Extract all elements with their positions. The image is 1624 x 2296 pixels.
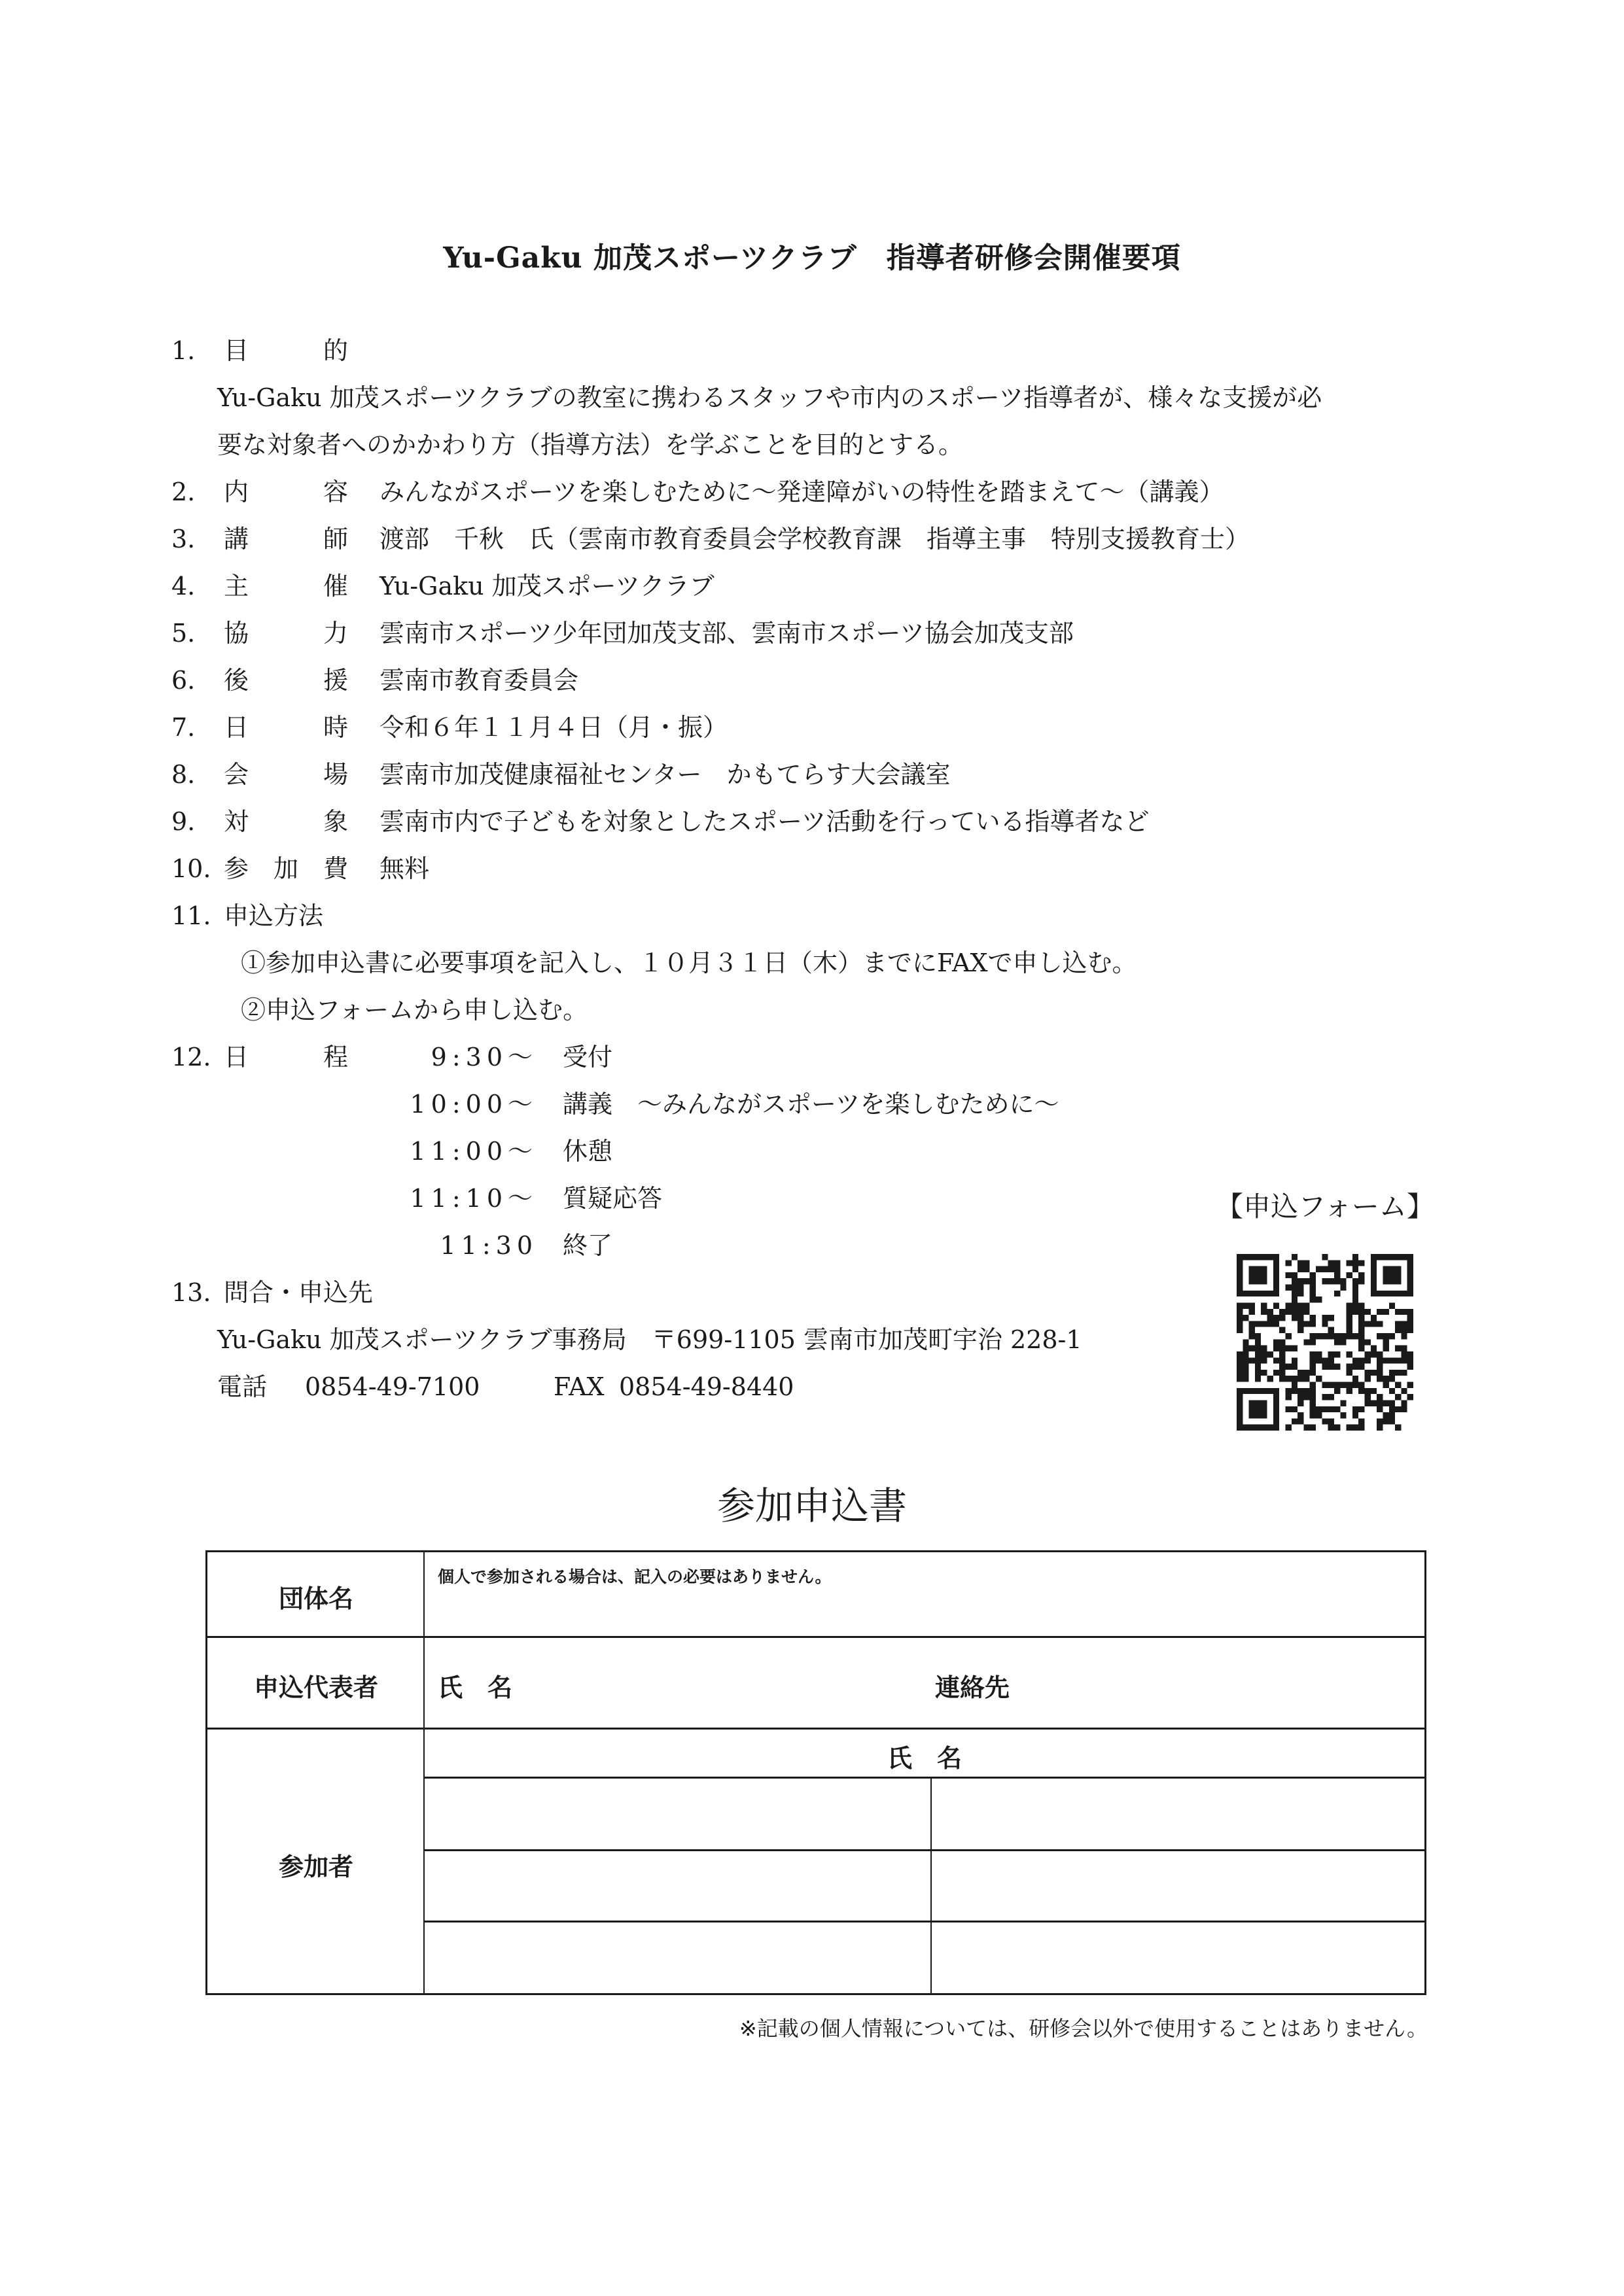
label-char: 容 bbox=[323, 478, 348, 506]
participant-name-field[interactable] bbox=[934, 1923, 1423, 1992]
schedule-time: 11:00～ bbox=[410, 1137, 538, 1166]
schedule-time: 11:30 bbox=[440, 1231, 568, 1260]
contact-office bbox=[0, 1316, 1178, 1368]
row-divider bbox=[425, 1777, 1424, 1779]
section-label bbox=[224, 327, 348, 374]
label-char: 的 bbox=[323, 336, 348, 365]
label-char: 後 bbox=[224, 666, 249, 695]
label-char: 程 bbox=[323, 1043, 348, 1071]
section-label bbox=[224, 657, 348, 704]
section-organizer bbox=[0, 563, 1624, 615]
section-value: みんながスポーツを楽しむために～発達障がいの特性を踏まえて～（講義） bbox=[380, 478, 1224, 506]
section-number: 11. bbox=[171, 901, 211, 930]
schedule-time: 9:30～ bbox=[431, 1043, 538, 1071]
schedule-activity: 講義 ～みんながスポーツを楽しむために～ bbox=[563, 1090, 1059, 1119]
row-divider bbox=[207, 1636, 1424, 1638]
section-label bbox=[224, 798, 348, 845]
purpose-line-1 bbox=[0, 374, 1624, 426]
section-number: 7. bbox=[171, 713, 196, 742]
section-venue bbox=[0, 751, 1624, 803]
label-char: 象 bbox=[323, 807, 348, 836]
section-number: 8. bbox=[171, 760, 196, 789]
label-char: 場 bbox=[323, 760, 348, 789]
purpose-text: 要な対象者へのかかわり方（指導方法）を学ぶことを目的とする。 bbox=[217, 430, 964, 459]
participant-name-field[interactable] bbox=[934, 1852, 1423, 1919]
schedule-row bbox=[0, 1222, 1178, 1274]
application-form-table bbox=[205, 1550, 1426, 1995]
schedule-activity: 受付 bbox=[563, 1043, 613, 1071]
representative-contact-field[interactable] bbox=[1019, 1644, 1411, 1722]
section-label bbox=[224, 845, 348, 892]
section-value: 雲南市加茂健康福祉センター かもてらす大会議室 bbox=[380, 760, 951, 789]
application-method-item bbox=[0, 986, 1624, 1039]
section-label bbox=[224, 1034, 348, 1081]
section-label bbox=[224, 610, 348, 657]
section-application-method bbox=[0, 892, 1624, 945]
section-label bbox=[224, 751, 348, 798]
section-fee bbox=[0, 845, 1624, 897]
section-number: 9. bbox=[171, 807, 196, 836]
section-support bbox=[0, 657, 1624, 709]
label-char: 参 bbox=[224, 854, 249, 883]
label-char: 日 bbox=[224, 713, 249, 742]
purpose-text: Yu-Gaku 加茂スポーツクラブの教室に携わるスタッフや市内のスポーツ指導者が、様々な支援が必 bbox=[217, 383, 1322, 412]
group-name-field[interactable] bbox=[426, 1593, 1421, 1633]
section-cooperation bbox=[0, 610, 1624, 662]
label-char: 日 bbox=[224, 1043, 249, 1071]
section-value: 雲南市教育委員会 bbox=[380, 666, 579, 695]
application-form-label: 【申込フォーム】 bbox=[1216, 1191, 1434, 1223]
label-char: 力 bbox=[323, 619, 348, 648]
section-number: 12. bbox=[171, 1043, 211, 1071]
privacy-footnote: ※記載の個人情報については、研修会以外で使用することはありません。 bbox=[739, 2016, 1428, 2041]
section-label: 問合・申込先 bbox=[224, 1278, 374, 1307]
qr-code-icon[interactable] bbox=[1237, 1254, 1413, 1431]
schedule-time: 10:00～ bbox=[410, 1090, 538, 1119]
schedule-row bbox=[0, 1128, 1624, 1180]
participant-name-field[interactable] bbox=[426, 1923, 928, 1992]
schedule-activity: 終了 bbox=[563, 1231, 613, 1260]
section-lecturer bbox=[0, 515, 1624, 568]
form-title: 参加申込書 bbox=[716, 1484, 907, 1528]
section-number: 6. bbox=[171, 666, 196, 695]
section-number: 10. bbox=[171, 854, 211, 883]
section-value: 渡部 千秋 氏（雲南市教育委員会学校教育課 指導主事 特別支援教育士） bbox=[380, 525, 1250, 553]
label-char: 援 bbox=[323, 666, 348, 695]
section-number: 1. bbox=[171, 336, 196, 365]
application-method-item bbox=[0, 939, 1624, 992]
schedule-activity: 質疑応答 bbox=[563, 1184, 663, 1213]
group-name-label: 団体名 bbox=[278, 1584, 353, 1613]
section-number: 3. bbox=[171, 525, 196, 553]
section-purpose bbox=[0, 327, 1624, 379]
label-char: 目 bbox=[224, 336, 249, 365]
schedule-row bbox=[0, 1081, 1624, 1133]
participants-name-header: 氏 名 bbox=[887, 1744, 962, 1773]
group-name-note: 個人で参加される場合は、記入の必要はありません。 bbox=[438, 1567, 832, 1586]
section-label bbox=[224, 468, 348, 515]
row-divider bbox=[425, 1921, 1424, 1922]
label-char: 師 bbox=[323, 525, 348, 553]
participant-name-field[interactable] bbox=[934, 1780, 1423, 1848]
section-value: 無料 bbox=[380, 854, 430, 883]
section-number: 2. bbox=[171, 478, 196, 506]
section-number: 5. bbox=[171, 619, 196, 648]
representative-name-field[interactable] bbox=[521, 1644, 875, 1722]
label-char: 協 bbox=[224, 619, 249, 648]
representative-name-label: 氏 名 bbox=[438, 1673, 513, 1702]
participants-label: 参加者 bbox=[278, 1852, 353, 1881]
application-method-text: ①参加申込書に必要事項を記入し、１０月３１日（木）までにFAXで申し込む。 bbox=[241, 948, 1137, 977]
schedule-activity: 休憩 bbox=[563, 1137, 613, 1166]
section-value: 雲南市内で子どもを対象としたスポーツ活動を行っている指導者など bbox=[380, 807, 1150, 836]
participant-name-field[interactable] bbox=[426, 1852, 928, 1919]
label-char: 内 bbox=[224, 478, 249, 506]
section-label bbox=[224, 704, 348, 751]
representative-contact-label: 連絡先 bbox=[935, 1673, 1010, 1702]
section-datetime bbox=[0, 704, 1624, 756]
representative-label: 申込代表者 bbox=[253, 1673, 378, 1702]
section-value: 雲南市スポーツ少年団加茂支部、雲南市スポーツ協会加茂支部 bbox=[380, 619, 1074, 648]
section-contact bbox=[0, 1269, 1178, 1321]
application-method-text: ②申込フォームから申し込む。 bbox=[241, 996, 588, 1024]
office-address: Yu-Gaku 加茂スポーツクラブ事務局 〒699-1105 雲南市加茂町宇治 228-1 bbox=[217, 1325, 1082, 1354]
purpose-line-2 bbox=[0, 421, 1624, 474]
section-value: Yu-Gaku 加茂スポーツクラブ bbox=[380, 572, 715, 600]
label-char: 講 bbox=[224, 525, 249, 553]
label-char: 主 bbox=[224, 572, 249, 600]
schedule-time: 11:10～ bbox=[410, 1184, 538, 1213]
phone-number: 0854-49-7100 bbox=[305, 1372, 480, 1401]
section-label: 申込方法 bbox=[224, 901, 324, 930]
section-target bbox=[0, 798, 1624, 850]
section-value: 令和６年１１月４日（月・振） bbox=[380, 713, 728, 742]
label-char: 時 bbox=[323, 713, 348, 742]
section-label bbox=[224, 515, 348, 563]
section-content bbox=[0, 468, 1624, 521]
section-number: 13. bbox=[171, 1278, 211, 1307]
label-char: 対 bbox=[224, 807, 249, 836]
phone-label: 電話 bbox=[217, 1372, 268, 1401]
fax-number: 0854-49-8440 bbox=[619, 1372, 794, 1401]
section-number: 4. bbox=[171, 572, 196, 600]
label-char: 費 bbox=[323, 854, 348, 883]
contact-numbers bbox=[0, 1363, 1178, 1416]
row-divider bbox=[425, 1849, 1424, 1851]
row-divider bbox=[207, 1728, 1424, 1730]
section-schedule bbox=[0, 1034, 1624, 1086]
column-divider bbox=[930, 1778, 932, 1993]
fax-label: FAX bbox=[554, 1372, 605, 1401]
label-char: 加 bbox=[273, 854, 298, 883]
schedule-row bbox=[0, 1175, 1178, 1227]
label-char: 催 bbox=[323, 572, 348, 600]
section-label bbox=[224, 563, 348, 610]
document-title: Yu-Gaku 加茂スポーツクラブ 指導者研修会開催要項 bbox=[443, 241, 1181, 275]
participant-name-field[interactable] bbox=[426, 1780, 928, 1848]
label-char: 会 bbox=[224, 760, 249, 789]
